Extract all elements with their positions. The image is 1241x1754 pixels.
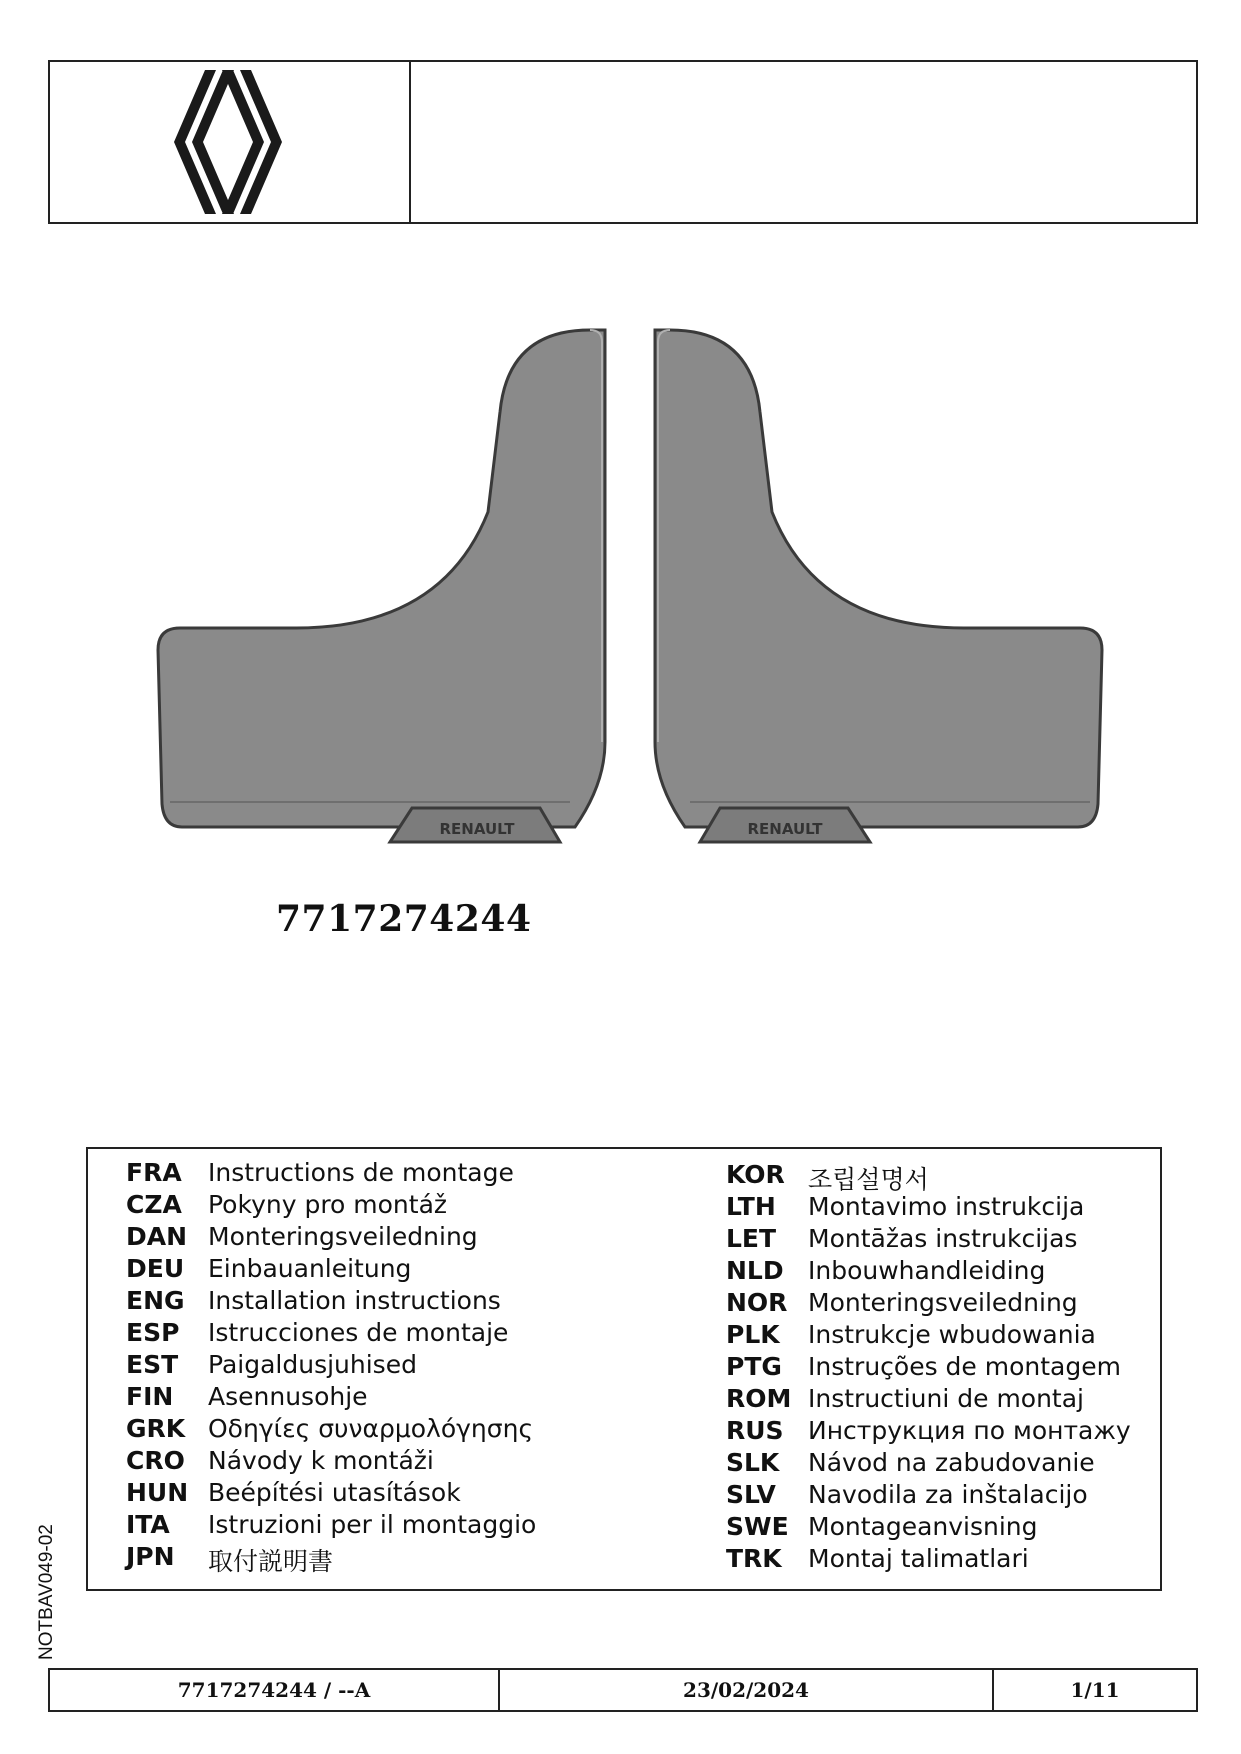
language-code: ESP: [126, 1318, 180, 1347]
language-code: NOR: [726, 1288, 788, 1317]
language-title: Beépítési utasítások: [208, 1478, 461, 1507]
language-code: ENG: [126, 1286, 185, 1315]
language-code: SWE: [726, 1512, 789, 1541]
language-code: ITA: [126, 1510, 170, 1539]
language-title: Instructions de montage: [208, 1158, 514, 1187]
language-code: DEU: [126, 1254, 185, 1283]
language-code: GRK: [126, 1414, 186, 1443]
mud-flaps-illustration: [150, 322, 1110, 872]
language-title: Montavimo instrukcija: [808, 1192, 1085, 1221]
footer-reference: 7717274244 / --A: [177, 1678, 371, 1702]
language-title: Pokyny pro montáž: [208, 1190, 448, 1219]
language-code: ROM: [726, 1384, 792, 1413]
footer-page: 1/11: [1070, 1678, 1120, 1702]
left-flap-emboss: RENAULT: [439, 820, 515, 838]
language-code: HUN: [126, 1478, 189, 1507]
language-title: Návody k montáži: [208, 1446, 434, 1475]
language-code: JPN: [126, 1542, 175, 1571]
language-title: Paigaldusjuhised: [208, 1350, 417, 1379]
renault-logo-icon: [170, 66, 286, 218]
language-title: Inbouwhandleiding: [808, 1256, 1046, 1285]
language-title: Instructiuni de montaj: [808, 1384, 1085, 1413]
language-title: Montageanvisning: [808, 1512, 1038, 1541]
footer-date: 23/02/2024: [683, 1678, 809, 1702]
language-code: SLV: [726, 1480, 776, 1509]
language-code: FRA: [126, 1158, 182, 1187]
language-title: Istruzioni per il montaggio: [208, 1510, 537, 1539]
language-title: 조립설명서: [808, 1165, 929, 1194]
language-title: Οδηγίες συναρμολόγησης: [208, 1414, 534, 1443]
language-title: Instruções de montagem: [808, 1352, 1121, 1381]
language-title: Monteringsveiledning: [208, 1222, 478, 1251]
language-title: Navodila za inštalacijo: [808, 1480, 1088, 1509]
language-code: TRK: [726, 1544, 782, 1573]
language-code: KOR: [726, 1160, 785, 1189]
language-title: Installation instructions: [208, 1286, 501, 1315]
right-flap-emboss: RENAULT: [747, 820, 823, 838]
language-code: LTH: [726, 1192, 776, 1221]
language-code: NLD: [726, 1256, 784, 1285]
document-code: NOTBAV049-02: [36, 1524, 57, 1660]
language-code: LET: [726, 1224, 777, 1253]
header-divider: [409, 60, 411, 224]
language-title: Návod na zabudovanie: [808, 1448, 1095, 1477]
language-title: Asennusohje: [208, 1382, 368, 1411]
part-number: 7717274244: [276, 898, 532, 940]
language-code: EST: [126, 1350, 179, 1379]
language-title: Montāžas instrukcijas: [808, 1224, 1078, 1253]
language-title: Montaj talimatlari: [808, 1544, 1029, 1573]
language-code: RUS: [726, 1416, 784, 1445]
language-title: Monteringsveiledning: [808, 1288, 1078, 1317]
language-code: FIN: [126, 1382, 174, 1411]
language-title: Istrucciones de montaje: [208, 1318, 509, 1347]
language-code: PLK: [726, 1320, 780, 1349]
language-code: CZA: [126, 1190, 182, 1219]
language-title: 取付説明書: [208, 1547, 334, 1576]
language-title: Инструкция по монтажу: [808, 1416, 1131, 1445]
language-code: PTG: [726, 1352, 782, 1381]
language-code: CRO: [126, 1446, 185, 1475]
language-code: DAN: [126, 1222, 188, 1251]
language-title: Einbauanleitung: [208, 1254, 412, 1283]
language-code: SLK: [726, 1448, 780, 1477]
language-title: Instrukcje wbudowania: [808, 1320, 1096, 1349]
